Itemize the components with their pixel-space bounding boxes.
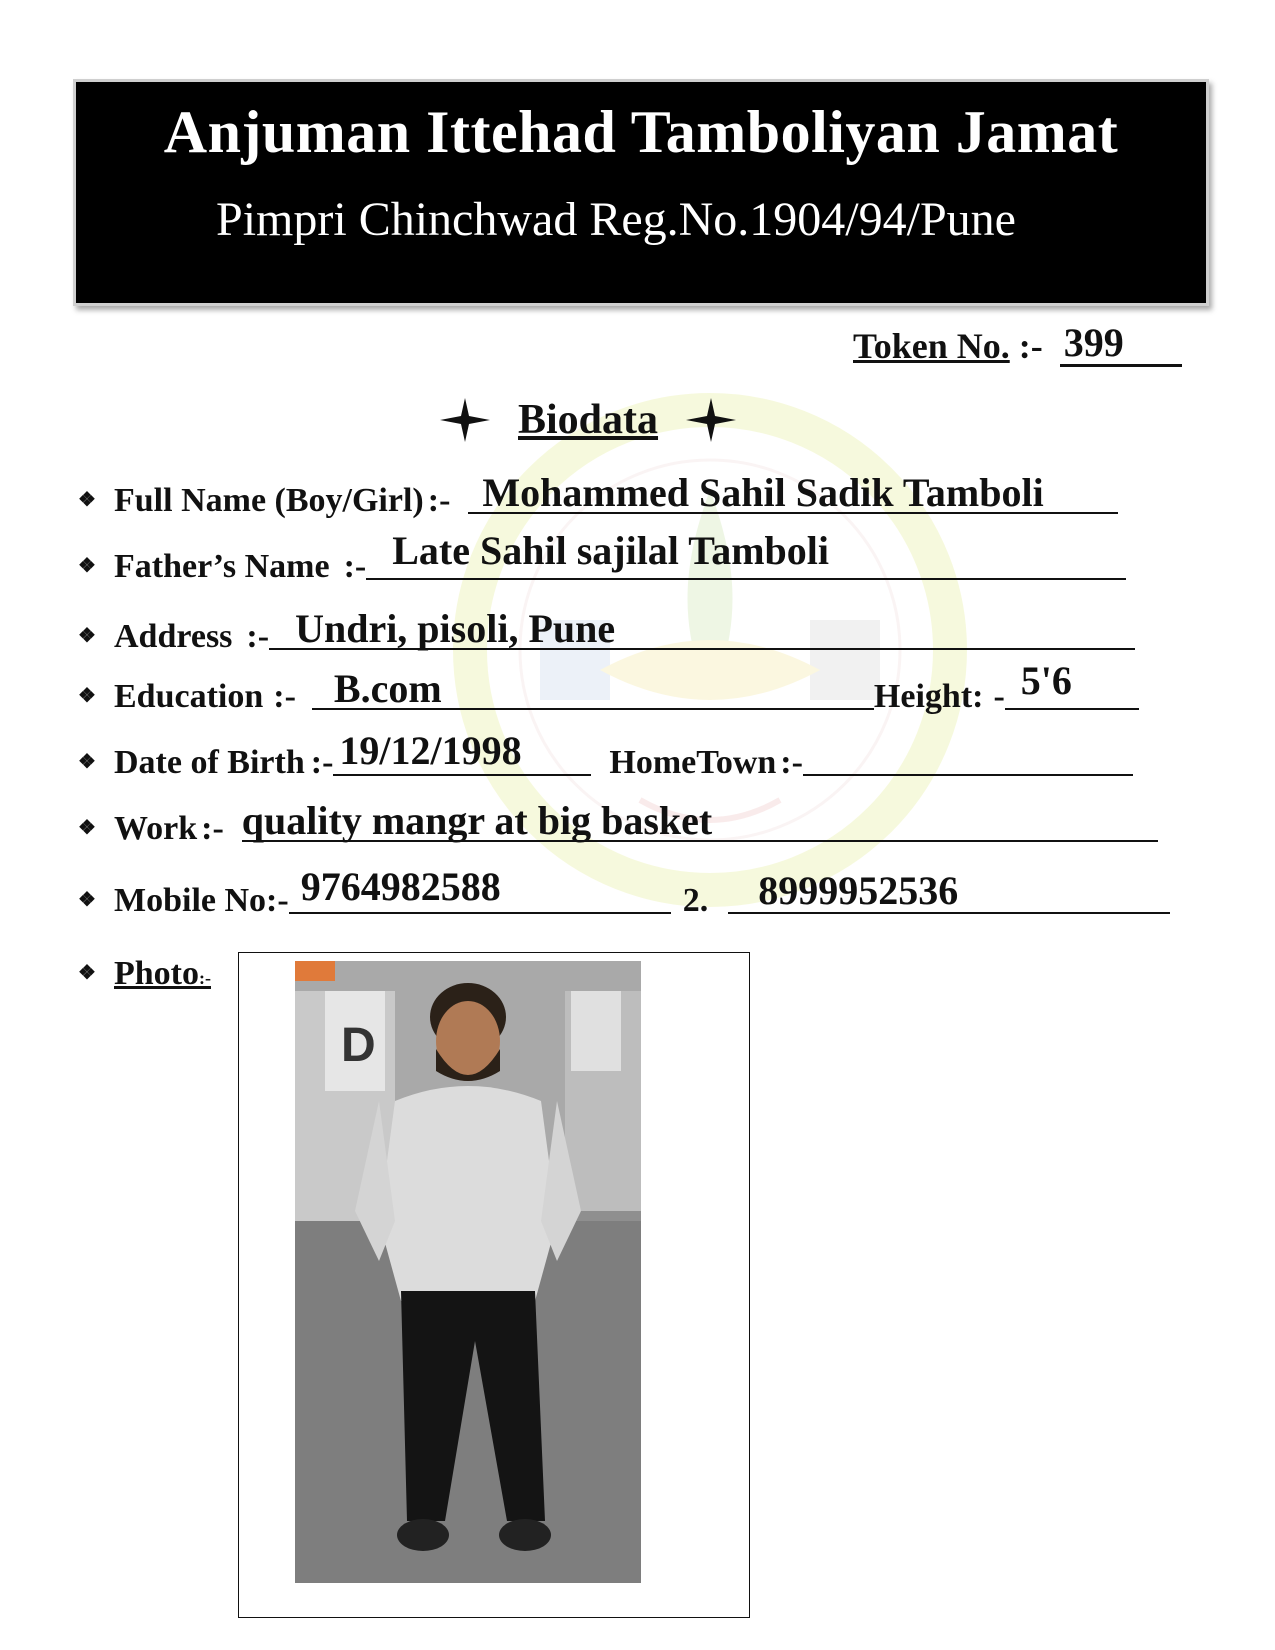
hometown-separator: :- (780, 744, 803, 781)
diamond-bullet-icon: ❖ (78, 625, 96, 647)
address-label: Address (114, 618, 233, 655)
token-number (853, 320, 1182, 367)
organization-header (73, 79, 1209, 306)
education-row (78, 658, 1139, 716)
diamond-bullet-icon: ❖ (78, 751, 96, 773)
education-value: B.com (333, 666, 442, 711)
height-value: 5'6 (1020, 658, 1072, 703)
address-field[interactable] (269, 608, 1135, 650)
height-field[interactable] (1005, 658, 1139, 710)
full-name-separator: :- (427, 482, 451, 519)
dob-separator: :- (310, 744, 334, 781)
svg-text:D: D (341, 1019, 376, 1072)
token-field[interactable] (1060, 320, 1182, 367)
hometown-label: HomeTown (609, 744, 777, 781)
work-field[interactable] (242, 800, 1158, 842)
education-label: Education (114, 678, 264, 715)
dob-value: 19/12/1998 (339, 728, 522, 773)
biodata-title: Biodata (518, 397, 659, 443)
dob-label: Date of Birth (114, 744, 305, 781)
mobile-field-1[interactable] (289, 864, 671, 914)
photo-label-text: Photo (114, 955, 199, 992)
diamond-bullet-icon: ❖ (78, 962, 96, 984)
mobile-second-label: 2. (682, 882, 709, 919)
work-value: quality mangr at big basket (241, 798, 713, 843)
mobile-value-1: 9764982588 (300, 864, 501, 909)
mobile-field-2[interactable] (728, 868, 1170, 914)
address-row (78, 608, 1135, 656)
mobile-separator: - (277, 882, 289, 919)
biodata-heading (440, 396, 736, 444)
father-name-separator: :- (343, 548, 367, 585)
mobile-row (78, 864, 1170, 920)
mobile-value-2: 8999952536 (758, 868, 959, 913)
father-name-row (78, 528, 1126, 586)
diamond-bullet-icon: ❖ (78, 555, 96, 577)
diamond-bullet-icon: ❖ (78, 889, 96, 911)
profile-photo (295, 961, 641, 1583)
height-separator: - (993, 678, 1005, 715)
hometown-field[interactable] (803, 734, 1133, 776)
education-field[interactable] (312, 668, 874, 710)
photo-frame (238, 952, 750, 1618)
work-separator: :- (201, 810, 224, 847)
education-separator: :- (273, 678, 296, 715)
diamond-bullet-icon: ❖ (78, 685, 96, 707)
full-name-row (78, 472, 1118, 520)
work-label: Work (114, 810, 198, 847)
token-separator: :- (1018, 326, 1043, 366)
mobile-label: Mobile No: (114, 882, 278, 919)
father-name-value: Late Sahil sajilal Tamboli (392, 528, 829, 573)
address-value: Undri, pisoli, Pune (295, 606, 616, 651)
full-name-label: Full Name (Boy/Girl) (114, 482, 424, 519)
dob-field[interactable] (333, 728, 591, 776)
four-point-star-icon (686, 398, 736, 442)
diamond-bullet-icon: ❖ (78, 489, 96, 511)
full-name-field[interactable] (468, 472, 1118, 514)
work-row (78, 800, 1158, 848)
father-name-field[interactable] (366, 528, 1126, 580)
token-value: 399 (1063, 320, 1124, 365)
photo-label (114, 955, 211, 993)
token-label: Token No. (853, 326, 1010, 366)
height-label: Height: (873, 678, 984, 715)
organization-registration: Pimpri Chinchwad Reg.No.1904/94/Pune (216, 193, 1016, 246)
dob-row (78, 728, 1133, 782)
father-name-label: Father’s Name (114, 548, 330, 585)
photo-row (78, 945, 211, 993)
address-separator: :- (246, 618, 270, 655)
organization-title: Anjuman Ittehad Tamboliyan Jamat (163, 99, 1119, 165)
full-name-value: Mohammed Sahil Sadik Tamboli (482, 470, 1044, 515)
photo-separator: :- (199, 968, 211, 988)
four-point-star-icon (440, 398, 490, 442)
diamond-bullet-icon: ❖ (78, 817, 96, 839)
